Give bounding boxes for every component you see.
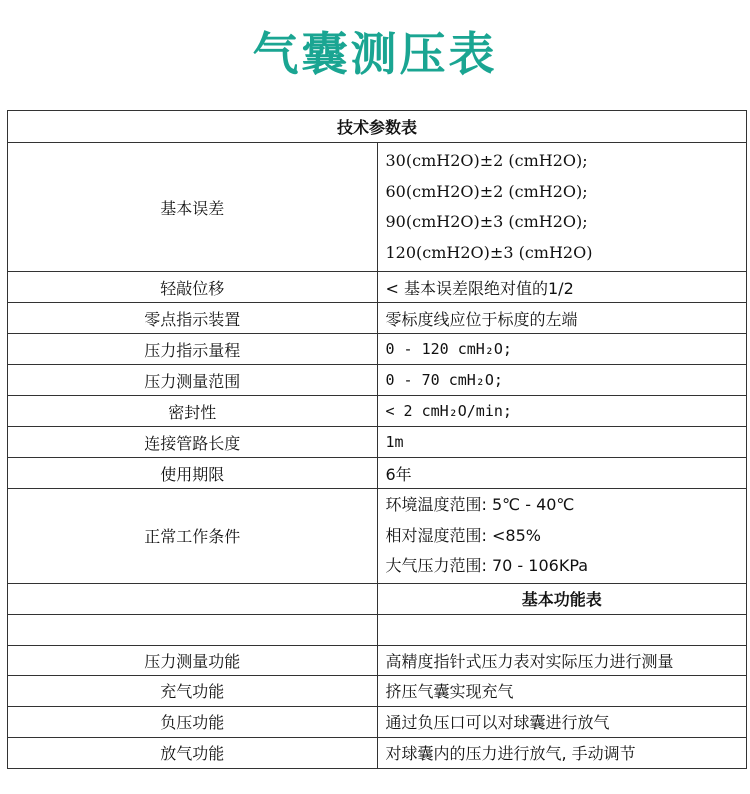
table-row (8, 489, 747, 584)
table-row (8, 458, 747, 489)
spec-table-header: 技术参数表 (8, 111, 747, 143)
row-label: 放气功能 (8, 737, 378, 768)
table-row (8, 737, 747, 768)
table-row (8, 272, 747, 303)
row-label: 压力指示量程 (8, 334, 378, 365)
table-row (8, 365, 747, 396)
row-label: 使用期限 (8, 458, 378, 489)
table-row (8, 645, 747, 675)
row-value: 通过负压口可以对球囊进行放气 (377, 706, 747, 737)
function-table-header: 基本功能表 (377, 583, 747, 614)
row-value: 6年 (377, 458, 747, 489)
row-value: 挤压气囊实现充气 (377, 675, 747, 706)
table-row (8, 396, 747, 427)
row-label: 零点指示装置 (8, 303, 378, 334)
row-value (377, 143, 747, 272)
row-label: 基本误差 (8, 143, 378, 272)
value-line: 60(cmH2O)±2 (cmH2O); (385, 181, 588, 201)
value-line: 环境温度范围: 5℃ - 40℃ (385, 495, 575, 514)
row-value: 高精度指针式压力表对实际压力进行测量 (377, 645, 747, 675)
row-value: < 基本误差限绝对值的1/2 (377, 272, 747, 303)
table-row (8, 675, 747, 706)
row-label: 压力测量范围 (8, 365, 378, 396)
table-row (8, 583, 747, 614)
row-value-empty (377, 614, 747, 645)
row-label: 充气功能 (8, 675, 378, 706)
row-label: 轻敲位移 (8, 272, 378, 303)
row-label-empty (8, 583, 378, 614)
table-row (8, 303, 747, 334)
value-line: 相对湿度范围: <85% (385, 525, 541, 545)
row-value (377, 489, 747, 584)
value-line: 120(cmH2O)±3 (cmH2O) (385, 242, 593, 262)
table-row (8, 334, 747, 365)
row-label: 负压功能 (8, 706, 378, 737)
value-line: 大气压力范围: 70 - 106KPa (385, 556, 589, 575)
row-label: 连接管路长度 (8, 427, 378, 458)
table-row (8, 706, 747, 737)
row-label: 压力测量功能 (8, 645, 378, 675)
row-label-empty (8, 614, 378, 645)
table-row (8, 111, 747, 143)
row-value: 零标度线应位于标度的左端 (377, 303, 747, 334)
value-line: 30(cmH2O)±2 (cmH2O); (385, 151, 588, 170)
value-line: 90(cmH2O)±3 (cmH2O); (385, 212, 588, 231)
table-row (8, 143, 747, 272)
row-value: < 2 cmH₂O/min; (377, 396, 747, 427)
row-label: 密封性 (8, 396, 378, 427)
row-label: 正常工作条件 (8, 489, 378, 584)
table-row (8, 427, 747, 458)
row-value: 1m (377, 427, 747, 458)
spec-table (7, 110, 747, 769)
row-value: 0 - 70 cmH₂O; (377, 365, 747, 396)
row-value: 对球囊内的压力进行放气, 手动调节 (377, 737, 747, 768)
row-value: 0 - 120 cmH₂O; (377, 334, 747, 365)
page-title: 气囊测压表 (252, 27, 498, 81)
table-row (8, 614, 747, 645)
